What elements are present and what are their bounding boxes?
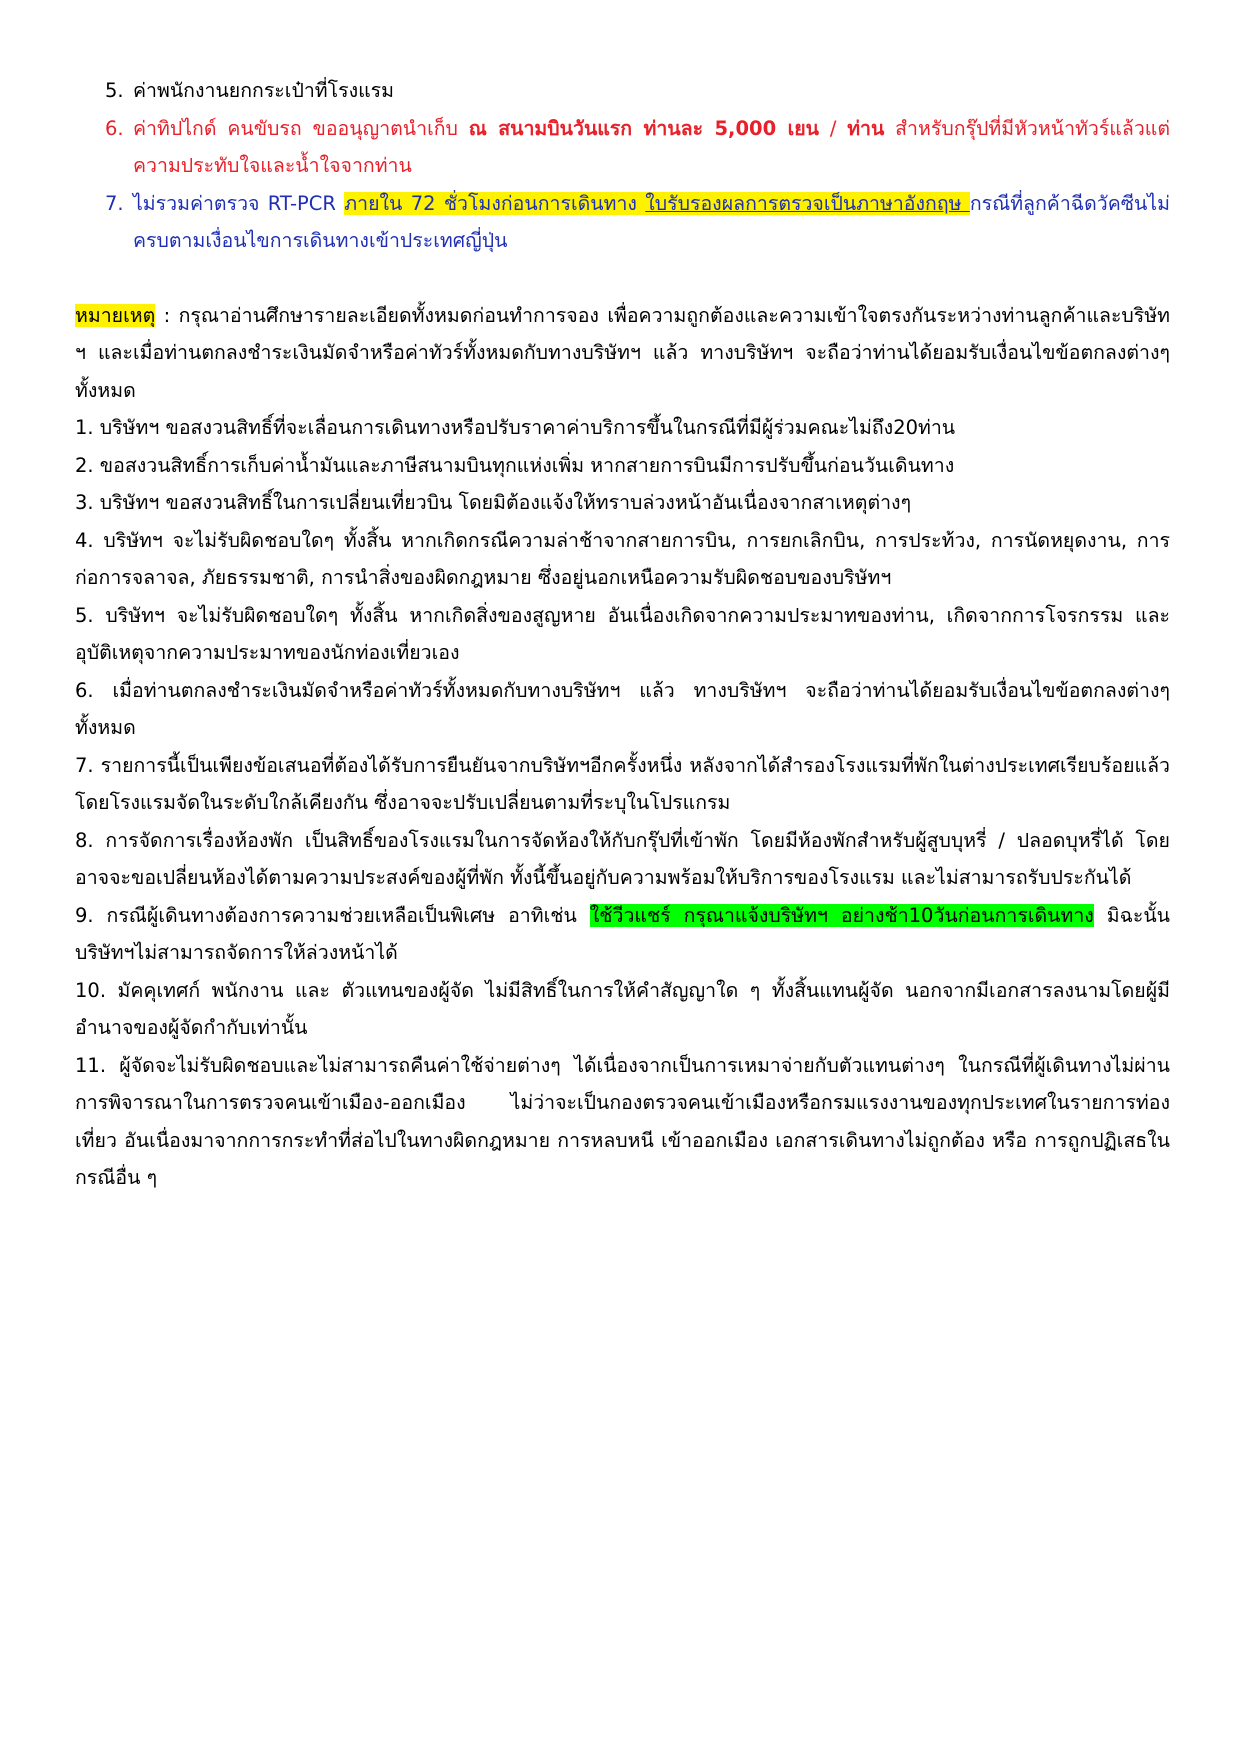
remarks-intro (75, 297, 1170, 410)
list-item-number: 5. (105, 79, 124, 102)
list-item-text: สำหรับกรุ๊ปที่มีหัวหน้าทัวร์แล้วแต่ความประทับใจและน้ำใจจากท่าน (133, 116, 1170, 177)
remark-item: 11. ผู้จัดจะไม่รับผิดชอบและไม่สามารถคืนค่าใช้จ่ายต่างๆ ได้เนื่องจากเป็นการเหมาจ่ายกับตัวแทนต่างๆ ในกรณีที่ผู้เดินทางไม่ผ่านการพิจารณาในการตรวจคนเข้าเมือง-ออกเมือง ไม่ว่าจะเป็นกองตรวจคนเข้าเมืองหรือกรมแรงงานของทุกประเทศในรายการท่องเที่ยว อันเนื่องมาจากการกระทำที่ส่อไปในทางผิดกฎหมาย การหลบหนี เข้าออกเมือง เอกสารเดินทางไม่ถูกต้อง หรือ การถูกปฏิเสธในกรณีอื่น ๆ (75, 1053, 1170, 1189)
excluded-items-list (75, 72, 1170, 260)
remark-item: 8. การจัดการเรื่องห้องพัก เป็นสิทธิ์ของโรงแรมในการจัดห้องให้กับกรุ๊ปที่เข้าพัก โดยมีห้องพักสำหรับผู้สูบบุหรี่ / ปลอดบุหรี่ได้ โดยอาจจะขอเปลี่ยนห้องได้ตามความประสงค์ของผู้ที่พัก ทั้งนี้ขึ้นอยู่กับความพร้อมให้บริการของโรงแรม และไม่สามารถรับประกันได้ (75, 828, 1170, 889)
list-item-text: ไม่รวมค่าตรวจ RT-PCR (133, 191, 345, 215)
list-item-text: ค่าทิปไกด์ คนขับรถ ขออนุญาตนำเก็บ (133, 116, 469, 140)
remark-item: 2. ขอสงวนสิทธิ์การเก็บค่าน้ำมันและภาษีสนามบินทุกแห่งเพิ่ม หากสายการบินมีการปรับขึ้นก่อนวันเดินทาง (75, 453, 955, 477)
remark-item: 1. บริษัทฯ ขอสงวนสิทธิ์ที่จะเลื่อนการเดินทางหรือปรับราคาค่าบริการขึ้นในกรณีที่มีผู้ร่วมคณะไม่ถึง20ท่าน (75, 416, 956, 439)
highlighted-text: ภายใน 72 ชั่วโมงก่อนการเดินทาง (344, 191, 646, 215)
remarks-label: หมายเหตุ (75, 303, 156, 327)
list-item-number: 6. (105, 116, 124, 140)
remark-item (75, 897, 1170, 972)
list-item-text: กรณีที่ลูกค้าฉีดวัคซีนไม่ครบตามเงื่อนไขการเดินทางเข้าประเทศญี่ปุ่น (133, 191, 1170, 252)
highlighted-text: ใช้วีวแชร์ กรุณาแจ้งบริษัทฯ อย่างช้า10วันก่อนการเดินทาง (589, 903, 1094, 927)
document-content (75, 72, 1170, 1197)
list-item-text: ค่าพนักงานยกกระเป๋าที่โรงแรม (133, 79, 394, 102)
remark-item: 6. เมื่อท่านตกลงชำระเงินมัดจำหรือค่าทัวร์ทั้งหมดกับทางบริษัทฯ แล้ว ทางบริษัทฯ จะถือว่าท่านได้ยอมรับเงื่อนไขข้อตกลงต่างๆ ทั้งหมด (75, 678, 1170, 739)
highlighted-underlined-text: ใบรับรองผลการตรวจเป็นภาษาอังกฤษ (645, 191, 970, 215)
list-item-bold-text: ณ สนามบินวันแรก ท่านละ 5,000 เยน (468, 116, 819, 140)
list-item-bold-text: ท่าน (847, 116, 885, 140)
remark-item: 3. บริษัทฯ ขอสงวนสิทธิ์ในการเปลี่ยนเที่ยวบิน โดยมิต้องแจ้งให้ทราบล่วงหน้าอันเนื่องจากสาเหตุต่างๆ (75, 491, 912, 514)
list-item (75, 185, 1170, 260)
remark-item: 5. บริษัทฯ จะไม่รับผิดชอบใดๆ ทั้งสิ้น หากเกิดสิ่งของสูญหาย อันเนื่องเกิดจากความประมาทของท่าน, เกิดจากการโจรกรรม และอุบัติเหตุจากความประมาทของนักท่องเที่ยวเอง (75, 603, 1170, 664)
remark-item: 4. บริษัทฯ จะไม่รับผิดชอบใดๆ ทั้งสิ้น หากเกิดกรณีความล่าช้าจากสายการบิน, การยกเลิกบิน, การประท้วง, การนัดหยุดงาน, การก่อการจลาจล, ภัยธรรมชาติ, การนำสิ่งของผิดกฎหมาย ซึ่งอยู่นอกเหนือความรับผิดชอบของบริษัทฯ (75, 528, 1170, 589)
remark-item-text: 9. กรณีผู้เดินทางต้องการความช่วยเหลือเป็นพิเศษ อาทิเช่น (75, 903, 590, 927)
remark-item-text: มิฉะนั้นบริษัทฯไม่สามารถจัดการให้ล่วงหน้าได้ (75, 903, 1171, 964)
list-item (75, 110, 1170, 185)
remarks-intro-text: : กรุณาอ่านศึกษารายละเอียดทั้งหมดก่อนทำการจอง เพื่อความถูกต้องและความเข้าใจตรงกันระหว่างท่านลูกค้าและบริษัท ฯ และเมื่อท่านตกลงชำระเงินมัดจำหรือค่าทัวร์ทั้งหมดกับทางบริษัทฯ แล้ว ทางบริษัทฯ จะถือว่าท่านได้ยอมรับเงื่อนไขข้อตกลงต่างๆ ทั้งหมด (75, 303, 1170, 402)
list-item (75, 72, 1170, 110)
remark-item: 7. รายการนี้เป็นเพียงข้อเสนอที่ต้องได้รับการยืนยันจากบริษัทฯอีกครั้งหนึ่ง หลังจากได้สำรองโรงแรมที่พักในต่างประเทศเรียบร้อยแล้ว โดยโรงแรมจัดในระดับใกล้เคียงกัน ซึ่งอาจจะปรับเปลี่ยนตามที่ระบุในโปรแกรม (75, 753, 1170, 814)
list-item-text: / (819, 116, 848, 140)
remark-item: 10. มัคคุเทศก์ พนักงาน และ ตัวแทนของผู้จัด ไม่มีสิทธิ์ในการให้คำสัญญาใด ๆ ทั้งสิ้นแทนผู้จัด นอกจากมีเอกสารลงนามโดยผู้มีอำนาจของผู้จัดกำกับเท่านั้น (75, 978, 1170, 1039)
remarks-section (75, 297, 1170, 1197)
list-item-number: 7. (105, 191, 124, 215)
